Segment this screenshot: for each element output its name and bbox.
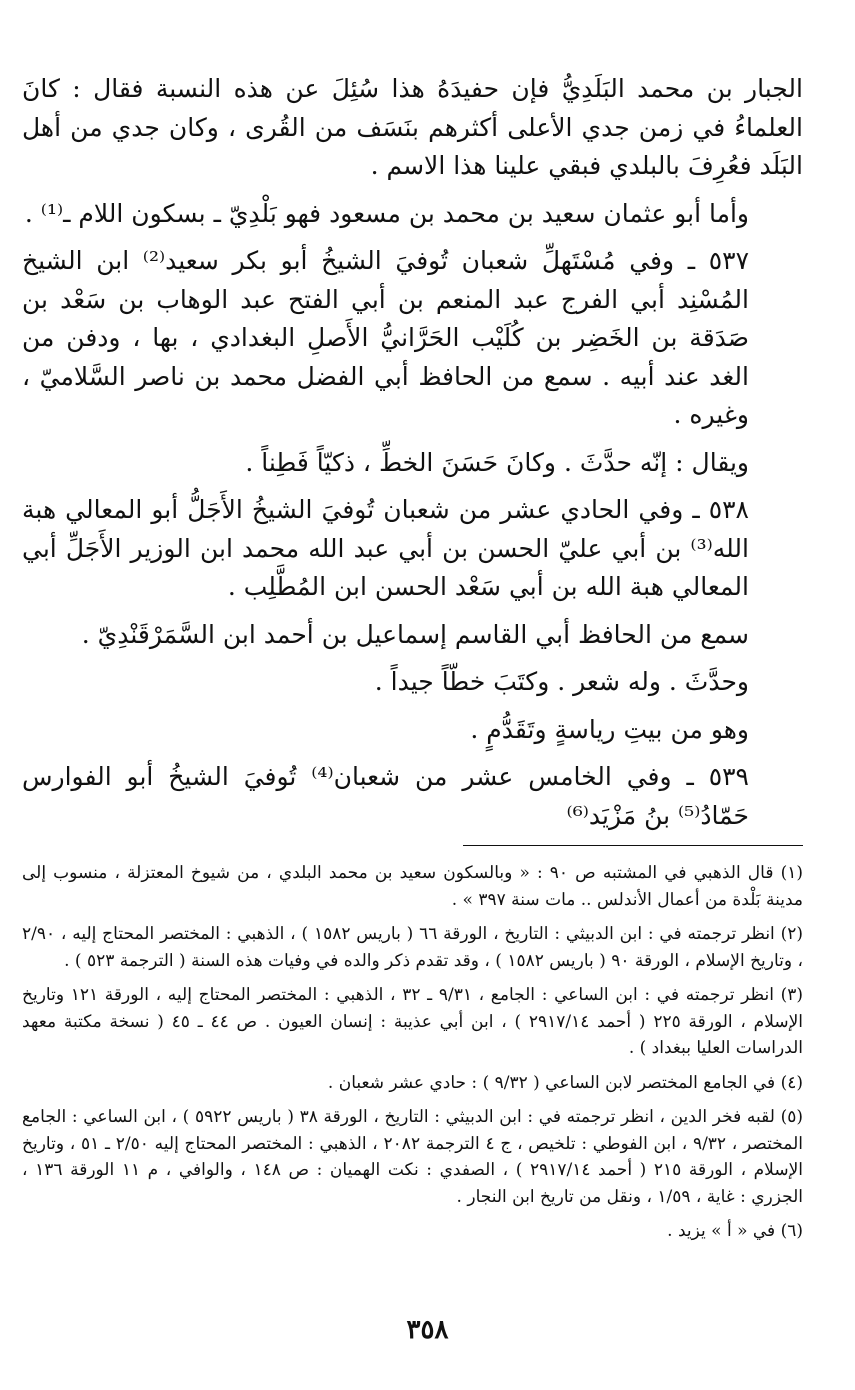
- footnote-2: (٢) انظر ترجمته في : ابن الدبيثي : التاريخ ، الورقة ٦٦ ( باريس ١٥٨٢ ) ، الذهبي : المختصر المحتاج إليه ، ٢/٩٠ ، وتاريخ الإسلام ، الورقة ٩٠ ( باريس ١٥٨٢ ) ، وقد تقدم ذكر والده في وفيات هذه السنة ( الترجمة ٥٢٣ ) .: [22, 924, 803, 971]
- footnote-3: (٣) انظر ترجمته في : ابن الساعي : الجامع ، ٩/٣١ ـ ٣٢ ، الذهبي : المختصر المحتاج إليه ، الورقة ١٢١ وتاريخ الإسلام ، الورقة ٢٢٥ ( أحمد ٢٩١٧/١٤ ) ، ابن أبي عذيبة : إنسان العيون . ص ٤٤ ـ ٤٥ ( نسخة مكتبة معهد الدراسات العليا ببغداد ) .: [22, 985, 804, 1058]
- entry-538: ٥٣٨ ـ وفي الحادي عشر من شعبان تُوفيَ الشيخُ الأَجَلُّ أبو المعالي هبة الله⁽³⁾ بن أبي عليّ الحسن بن أبي عبد الله محمد ابن الوزير الأَجَلِّ أبي المعالي هبة الله بن أبي سَعْد الحسن ابن المُطَّلِب .: [22, 495, 749, 601]
- paragraph-household: وهو من بيتِ رياسةٍ وتَقَدُّمٍ .: [470, 714, 749, 744]
- footnote-5: (٥) لقبه فخر الدين ، انظر ترجمته في : ابن الدبيثي : التاريخ ، الورقة ٣٨ ( باريس ٥٩٢٢ ) ، ابن الساعي : الجامع المختصر ، ٩/٣٢ ، ابن الفوطي : تلخيص ، ج ٤ الترجمة ٢٠٨٢ ، الذهبي : المختصر المحتاج إليه ٢/٥٠ ـ ٥١ ، وتاريخ الإسلام ، الورقة ٢١٥ ( أحمد ٢٩١٧/١٤ ) ، الصفدي : نكت الهميان : ص ١٤٨ ، والوافي ، م ١١ الورقة ١٣٦ ، الجزري : غاية ، ١/٥٩ ، ونقل من تاريخ ابن النجار .: [22, 1107, 804, 1207]
- paragraph-narrated: وحدَّثَ . وله شعر . وكتَبَ خطّاً جيداً .: [374, 667, 749, 696]
- footnote-1: (١) قال الذهبي في المشتبه ص ٩٠ : « وبالسكون سعيد بن محمد البلدي ، من شيوخ المعتزلة ، منسوب إلى مدينة بَلْدة من أعمال الأندلس .. مات سنة ٣٩٧ » .: [22, 863, 803, 910]
- paragraph-heard-from: سمع من الحافظ أبي القاسم إسماعيل بن أحمد ابن السَّمَرْقَنْدِيّ .: [81, 619, 749, 649]
- paragraph-abu-uthman: وأما أبو عثمان سعيد بن محمد بن مسعود فهو بَلْدِيّ ـ بسكون اللام ـ⁽¹⁾ .: [24, 198, 749, 228]
- main-text: [22, 70, 803, 835]
- footnote-4: (٤) في الجامع المختصر لابن الساعي ( ٩/٣٢ ) : حادي عشر شعبان .: [327, 1072, 803, 1093]
- footnotes: [22, 860, 803, 1245]
- footnote-6: (٦) في « أ » يزيد .: [667, 1221, 803, 1241]
- paragraph-said-hadith: ويقال : إنّه حدَّثَ . وكانَ حَسَنَ الخطِّ ، ذكيّاً فَطِناً .: [245, 447, 749, 477]
- footnote-separator: [463, 845, 803, 846]
- paragraph-albaladi-continuation: الجبار بن محمد البَلَدِيُّ فإن حفيدَهُ هذا سُئِلَ عن هذه النسبة فقال : كانَ العلماءُ في زمن جدي الأعلى أكثرهم بنَسَف من القُرى ، وكان جدي من أهل البَلَد فعُرِفَ بالبلدي فبقي علينا هذا الاسم .: [22, 74, 803, 180]
- entry-539: ٥٣٩ ـ وفي الخامس عشر من شعبان⁽⁴⁾ تُوفيَ الشيخُ أبو الفوارس حَمّادُ⁽⁵⁾ بنُ مَزْيَد⁽⁶⁾: [22, 762, 749, 830]
- entry-537: ٥٣٧ ـ وفي مُسْتَهلِّ شعبان تُوفيَ الشيخُ أبو بكر سعيد⁽²⁾ ابن الشيخ المُسْنِد أبي الفرج عبد المنعم بن أبي الفتح عبد الوهاب بن سَعْد بن صَدَقة بن الخَضِر بن كُلَيْب الحَرَّانيُّ الأَصلِ البغدادي ، بها ، ودفن من الغد عند أبيه . سمع من الحافظ أبي الفضل محمد بن ناصر السَّلاميّ ، وغيره .: [22, 246, 750, 429]
- page-number: ٣٥٨: [406, 1315, 449, 1345]
